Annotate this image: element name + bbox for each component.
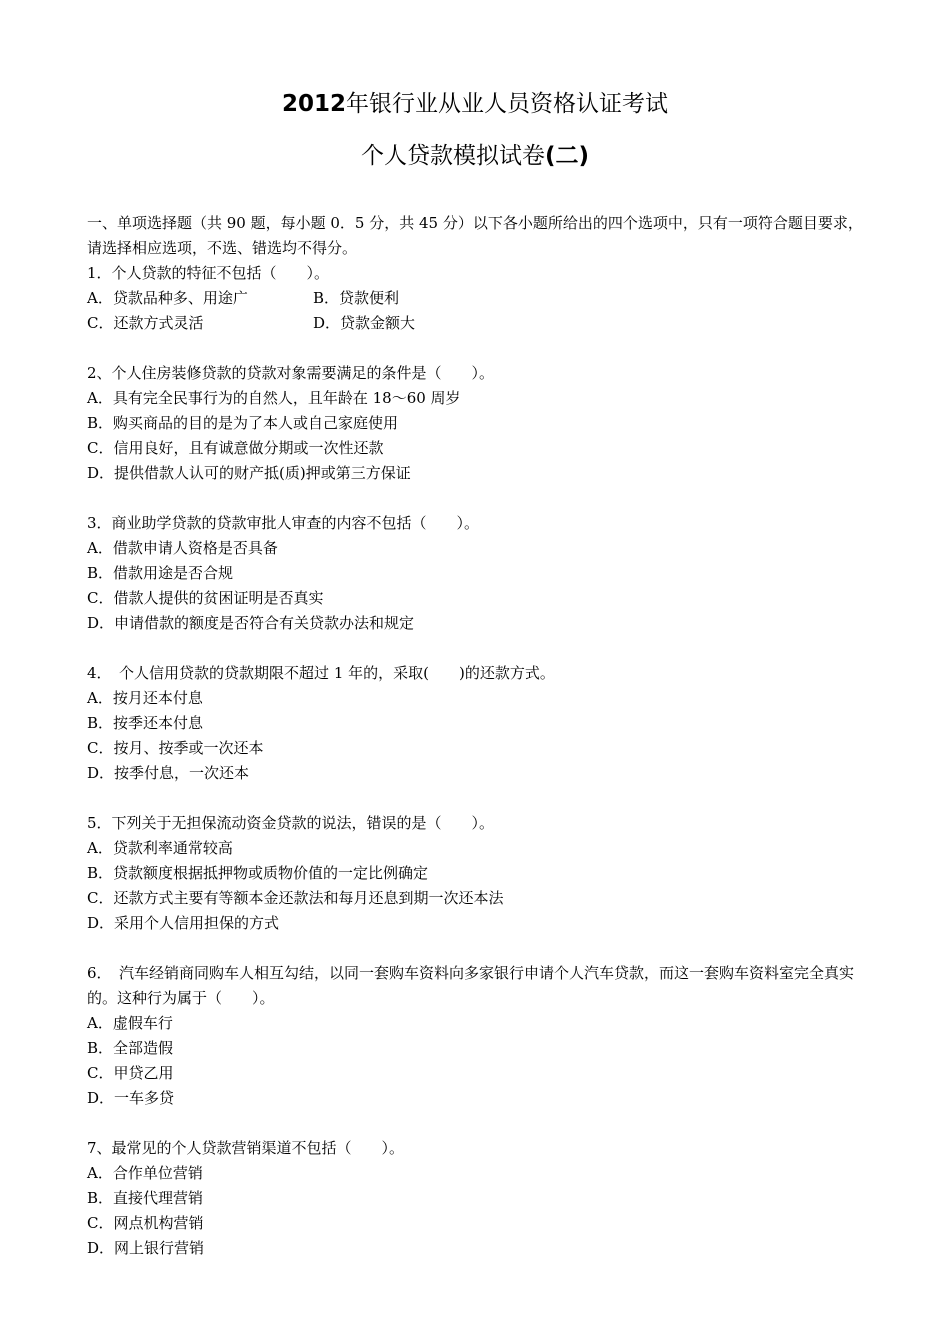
question-stem: 2、个人住房装修贷款的贷款对象需要满足的条件是（ ）。 [87, 364, 495, 382]
question-5 [87, 811, 872, 936]
option-c: C．按月、按季或一次还本 [87, 739, 264, 757]
option-a: A．虚假车行 [87, 1014, 173, 1032]
option-d: D．一车多贷 [87, 1089, 175, 1107]
question-content [87, 211, 872, 1261]
question-3 [87, 511, 872, 636]
option-b: B．贷款额度根据抵押物或质物价值的一定比例确定 [87, 864, 429, 882]
option-row [87, 311, 872, 336]
option-b: B．直接代理营销 [87, 1189, 204, 1207]
question-stem: 3．商业助学贷款的贷款审批人审查的内容不包括（ ）。 [87, 514, 480, 532]
question-stem: 6． 汽车经销商同购车人相互勾结，以同一套购车资料向多家银行申请个人汽车贷款，而这一套购车资料室完全真实的。这种行为属于（ ）。 [87, 964, 855, 1007]
exam-year: 2012 [281, 91, 346, 117]
question-4 [87, 661, 872, 786]
section-instructions: 一、单项选择题（共 90 题，每小题 0．5 分，共 45 分）以下各小题所给出的四个选项中，只有一项符合题目要求，请选择相应选项，不选、错选均不得分。 [87, 214, 863, 257]
question-1 [87, 261, 872, 336]
paper-subtitle [0, 141, 950, 171]
paper-number: (二) [544, 143, 590, 169]
question-2 [87, 361, 872, 486]
exam-title [0, 89, 950, 119]
option-b: B．借款用途是否合规 [87, 564, 234, 582]
paper-subtitle-text: 个人贷款模拟试卷 [360, 143, 545, 169]
option-d: D．申请借款的额度是否符合有关贷款办法和规定 [87, 614, 415, 632]
option-a: A．借款申请人资格是否具备 [87, 539, 278, 557]
question-6 [87, 961, 872, 1111]
option-b: B．按季还本付息 [87, 714, 204, 732]
question-stem: 5．下列关于无担保流动资金贷款的说法，错误的是（ ）。 [87, 814, 495, 832]
option-a: A．合作单位营销 [87, 1164, 203, 1182]
option-a: A．按月还本付息 [87, 689, 203, 707]
option-b: B．贷款便利 [313, 289, 400, 307]
question-stem: 4． 个人信用贷款的贷款期限不超过 1 年的，采取( )的还款方式。 [87, 664, 555, 682]
option-c: C．信用良好，且有诚意做分期或一次性还款 [87, 439, 384, 457]
option-c: C．甲贷乙用 [87, 1064, 174, 1082]
option-d: D．按季付息，一次还本 [87, 764, 250, 782]
option-c: C．还款方式主要有等额本金还款法和每月还息到期一次还本法 [87, 889, 504, 907]
exam-title-text: 年银行业从业人员资格认证考试 [346, 91, 668, 117]
option-a: A．贷款利率通常较高 [87, 839, 233, 857]
option-c: C．还款方式灵活 [87, 314, 204, 332]
option-b: B．购买商品的目的是为了本人或自己家庭使用 [87, 414, 399, 432]
option-b: B．全部造假 [87, 1039, 174, 1057]
question-stem: 7、最常见的个人贷款营销渠道不包括（ ）。 [87, 1139, 405, 1157]
option-d: D．提供借款人认可的财产抵(质)押或第三方保证 [87, 464, 411, 482]
option-d: D．网上银行营销 [87, 1239, 205, 1257]
question-7 [87, 1136, 872, 1261]
option-a: A．具有完全民事行为的自然人，且年龄在 18～60 周岁 [87, 389, 461, 407]
option-d: D．贷款金额大 [313, 314, 416, 332]
option-d: D．采用个人信用担保的方式 [87, 914, 280, 932]
option-row [87, 286, 872, 311]
option-a: A．贷款品种多、用途广 [87, 289, 248, 307]
option-c: C．借款人提供的贫困证明是否真实 [87, 589, 324, 607]
question-stem: 1．个人贷款的特征不包括（ ）。 [87, 264, 330, 282]
option-c: C．网点机构营销 [87, 1214, 204, 1232]
